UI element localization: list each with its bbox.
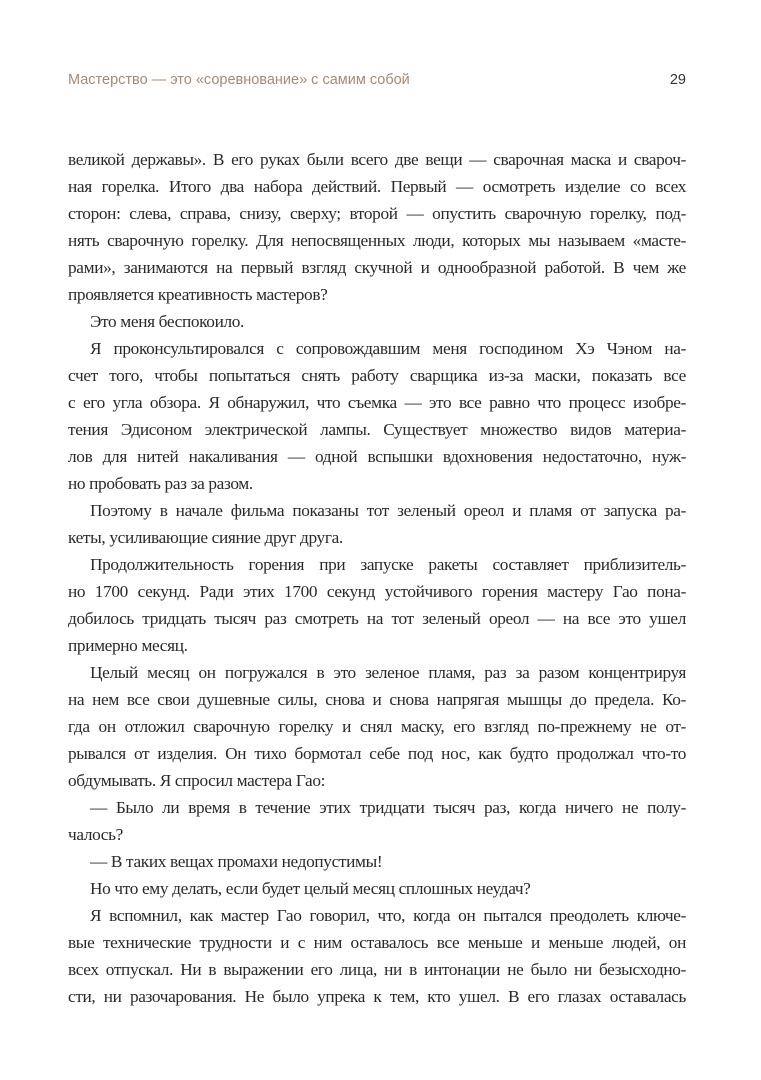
text-line: Это меня беспокоило. bbox=[90, 312, 245, 331]
text-line: Я проконсультировался с сопровождавшим меня господином Хэ Чэном на- bbox=[90, 339, 686, 358]
body-text bbox=[68, 146, 686, 1010]
text-line: на нем все свои душевные силы, снова и снова напрягая мышцы до предела. Ко- bbox=[68, 690, 686, 709]
running-title: Мастерство — это «соревнование» с самим собой bbox=[68, 72, 410, 88]
text-line: нять сварочную горелку. Для непосвященных люди, которых мы называем «масте- bbox=[68, 231, 686, 250]
text-line: рывался от изделия. Он тихо бормотал себе под нос, как будто продолжал что-то bbox=[68, 744, 686, 763]
text-line: Я вспомнил, как мастер Гао говорил, что, когда он пытался преодолеть ключе- bbox=[90, 906, 686, 925]
text-line: рами», занимаются на первый взгляд скучной и однообразной работой. В чем же bbox=[68, 258, 686, 277]
text-line: сти, ни разочарования. Не было упрека к тем, кто ушел. В его глазах оставалась bbox=[68, 987, 686, 1006]
text-line: Продолжительность горения при запуске ракеты составляет приблизитель- bbox=[90, 555, 686, 574]
text-line: примерно месяц. bbox=[68, 636, 188, 655]
text-line: ная горелка. Итого два набора действий. Первый — осмотреть изделие со всех bbox=[68, 177, 686, 196]
text-line: проявляется креативность мастеров? bbox=[68, 285, 328, 304]
text-line: гда он отложил сварочную горелку и снял маску, его взгляд по-прежнему не от- bbox=[68, 717, 686, 736]
text-line: великой державы». В его руках были всего две вещи — сварочная маска и свароч- bbox=[68, 150, 686, 169]
text-line: но пробовать раз за разом. bbox=[68, 474, 253, 493]
text-line: кеты, усиливающие сияние друг друга. bbox=[68, 528, 343, 547]
text-line: обдумывать. Я спросил мастера Гао: bbox=[68, 771, 326, 790]
text-line: тения Эдисоном электрической лампы. Существует множество видов материа- bbox=[68, 420, 686, 439]
text-line: Но что ему делать, если будет целый месяц сплошных неудач? bbox=[90, 879, 531, 898]
text-line: добилось тридцать тысяч раз смотреть на тот зеленый ореол — на все это ушел bbox=[68, 609, 686, 628]
text-line: — Было ли время в течение этих тридцати тысяч раз, когда ничего не полу- bbox=[90, 798, 686, 817]
text-line: чалось? bbox=[68, 825, 123, 844]
text-line: вые технические трудности и с ним оставалось все меньше и меньше людей, он bbox=[68, 933, 686, 952]
text-line: — В таких вещах промахи недопустимы! bbox=[90, 852, 383, 871]
text-line: Целый месяц он погружался в это зеленое пламя, раз за разом концентрируя bbox=[90, 663, 686, 682]
text-line: всех отпускал. Ни в выражении его лица, ни в интонации не было ни безысходно- bbox=[68, 960, 686, 979]
page-header bbox=[68, 72, 686, 92]
text-line: Поэтому в начале фильма показаны тот зеленый ореол и пламя от запуска ра- bbox=[90, 501, 686, 520]
text-line: но 1700 секунд. Ради этих 1700 секунд устойчивого горения мастеру Гао пона- bbox=[68, 582, 686, 601]
text-line: лов для нитей накаливания — одной вспышки вдохновения недостаточно, нуж- bbox=[68, 447, 686, 466]
text-line: сторон: слева, справа, снизу, сверху; второй — опустить сварочную горелку, под- bbox=[68, 204, 686, 223]
page-number: 29 bbox=[669, 72, 686, 88]
text-line: с его угла обзора. Я обнаружил, что съемка — это все равно что процесс изобре- bbox=[68, 393, 686, 412]
text-line: счет того, чтобы попытаться снять работу сварщика из-за маски, показать все bbox=[68, 366, 686, 385]
